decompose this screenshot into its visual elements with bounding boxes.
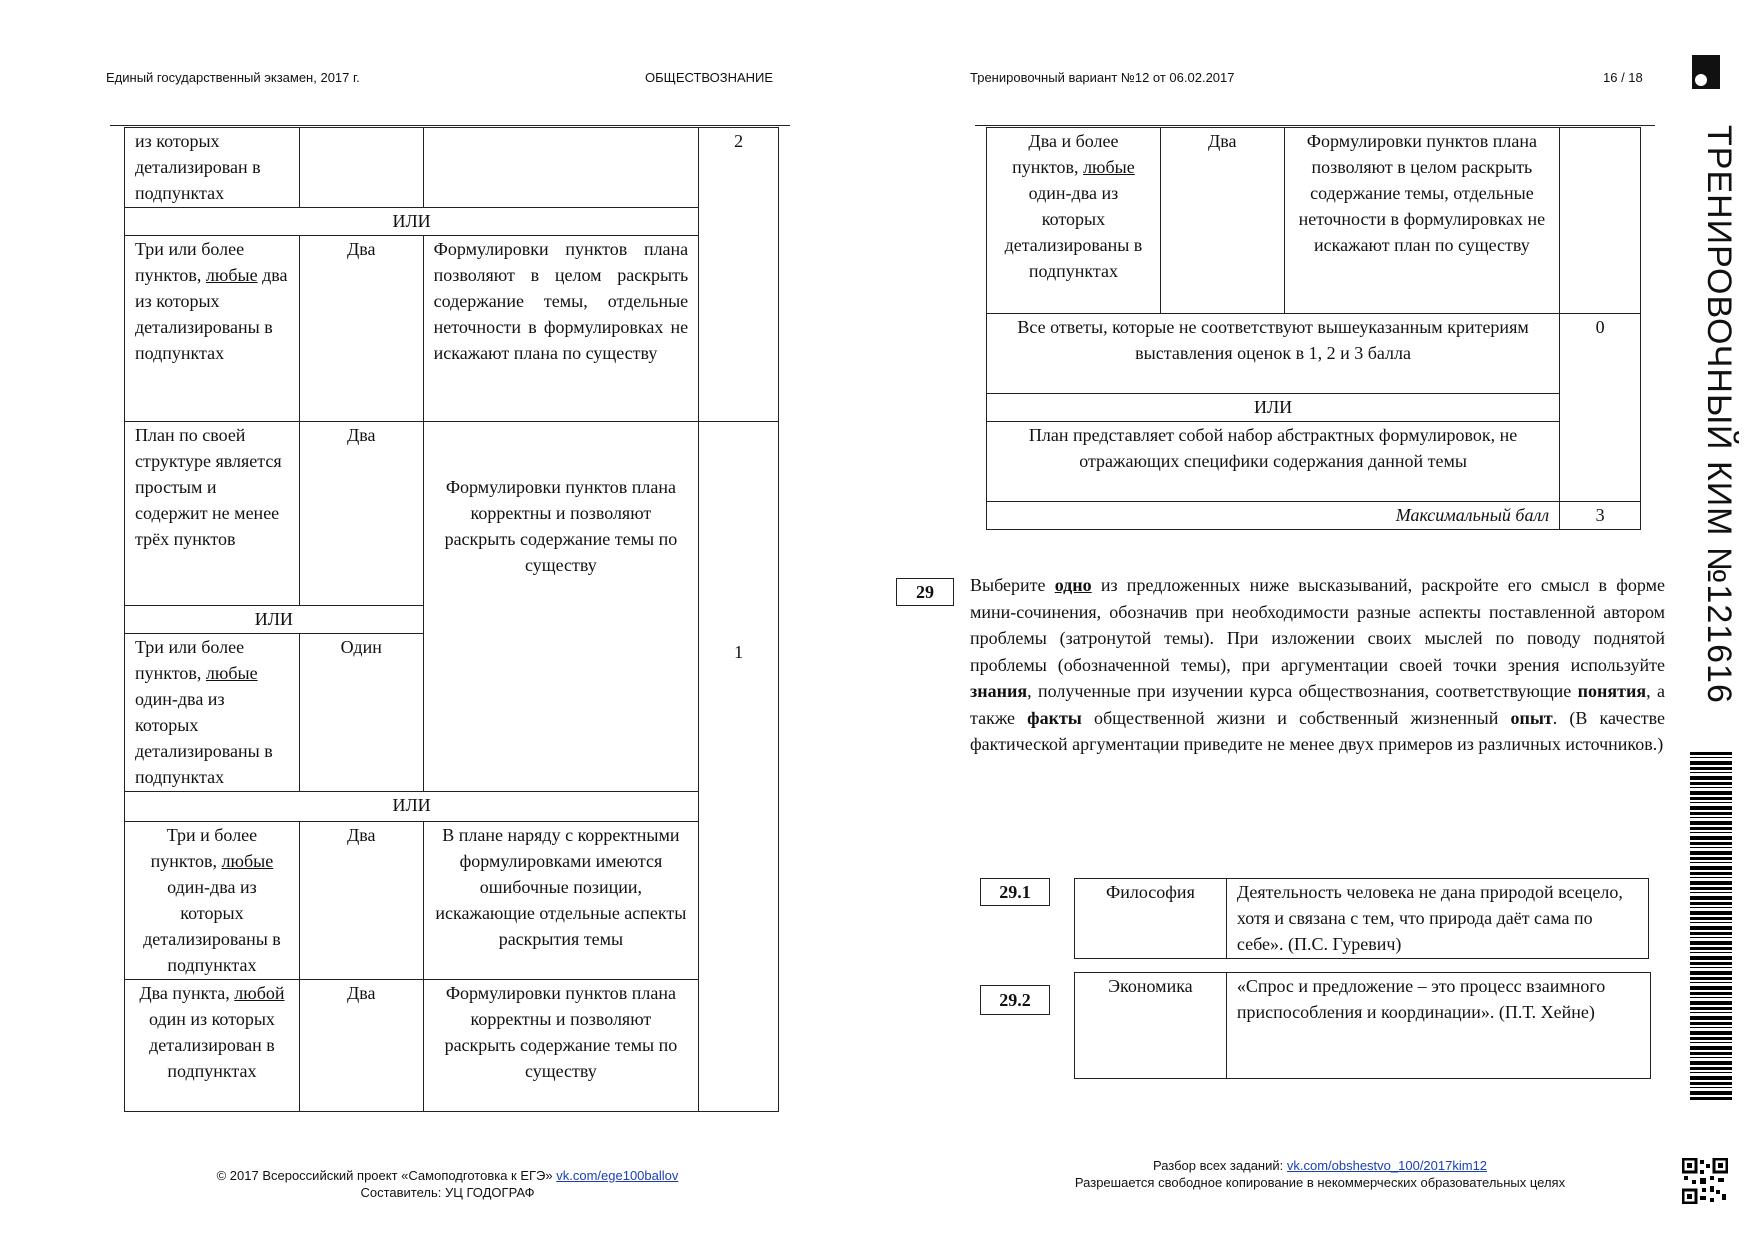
wording-cell: Формулировки пунктов плана корректны и позволяют раскрыть содержание темы по существу xyxy=(423,980,699,1112)
score-cell: 0 xyxy=(1560,314,1641,502)
plan-structure-cell: Три или более пунктов, любые один-два из которых детализированы в подпунктах xyxy=(125,634,300,792)
max-score-value: 3 xyxy=(1560,502,1641,530)
wording-cell: В плане наряду с корректными формулировками имеются ошибочные позиции, искажающие отдельные аспекты раскрытия темы xyxy=(423,822,699,980)
table-row xyxy=(125,980,779,1112)
option-table xyxy=(1074,972,1651,1079)
option-quote: Деятельность человека не дана природой всецело, хотя и связана с тем, что природа даёт сама по себе». (П.С. Гуревич) xyxy=(1226,879,1648,959)
option-quote: «Спрос и предложение – это процесс взаимного приспособления и координации». (П.Т. Хейне) xyxy=(1226,973,1650,1079)
points-count-cell: Два xyxy=(299,980,423,1112)
points-count-cell: Два xyxy=(299,236,423,422)
max-score-label: Максимальный балл xyxy=(987,502,1560,530)
option-field: Философия xyxy=(1075,879,1227,959)
plan-structure-cell: из которых детализирован в подпунктах xyxy=(125,128,300,208)
criteria-cell: План представляет собой набор абстрактных формулировок, не отражающих специфики содержания данной темы xyxy=(987,422,1560,502)
qr-code-icon xyxy=(1682,1158,1728,1204)
footer-link[interactable]: vk.com/obshestvo_100/2017kim12 xyxy=(1286,1158,1488,1173)
plan-structure-cell: План по своей структуре является простым и содержит не менее трёх пунктов xyxy=(125,422,300,606)
criteria-table-left xyxy=(124,127,779,1112)
task-number: 29 xyxy=(896,578,954,606)
header-subject: ОБЩЕСТВОЗНАНИЕ xyxy=(645,70,774,85)
table-row xyxy=(987,128,1641,314)
plan-structure-cell: Три или более пунктов, любые два из которых детализированы в подпунктах xyxy=(125,236,300,422)
table-row xyxy=(987,422,1641,502)
or-divider: ИЛИ xyxy=(125,208,699,236)
table-row xyxy=(987,314,1641,394)
footer-left: © 2017 Всероссийский проект «Самоподготовка к ЕГЭ» vk.com/ege100ballov Составитель: УЦ ГОДОГРАФ xyxy=(216,1168,679,1200)
points-count-cell: Два xyxy=(299,422,423,606)
side-title: ТРЕНИРОВОЧНЫЙ КИМ №121616 xyxy=(1700,125,1738,704)
table-row xyxy=(125,422,779,606)
footer-right: Разбор всех заданий: vk.com/obshestvo_100/2017kim12 Разрешается свободное копирование в некоммерческих образовательных целях xyxy=(1074,1158,1566,1190)
table-row xyxy=(987,394,1641,422)
points-count-cell: Два xyxy=(299,822,423,980)
table-row xyxy=(125,128,779,208)
plan-structure-cell: Два пункта, любой один из которых детализирован в подпунктах xyxy=(125,980,300,1112)
table-row xyxy=(125,822,779,980)
footer-link[interactable]: vk.com/ege100ballov xyxy=(556,1168,679,1183)
criteria-cell: Все ответы, которые не соответствуют вышеуказанным критериям выставления оценок в 1, 2 и 3 балла xyxy=(987,314,1560,394)
header-rule-right xyxy=(975,125,1655,126)
table-row xyxy=(1075,973,1651,1079)
header-rule-left xyxy=(110,125,790,126)
wording-cell: Формулировки пунктов плана корректны и позволяют раскрыть содержание темы по существу xyxy=(423,422,699,792)
points-count-cell: Два xyxy=(1160,128,1284,314)
score-cell: 2 xyxy=(699,128,779,422)
option-number: 29.1 xyxy=(980,878,1050,906)
logo-icon xyxy=(1692,55,1720,89)
header-exam-title: Единый государственный экзамен, 2017 г. xyxy=(106,70,360,85)
or-divider: ИЛИ xyxy=(125,792,699,822)
table-row xyxy=(125,208,779,236)
table-row xyxy=(987,502,1641,530)
table-row xyxy=(125,236,779,422)
option-number: 29.2 xyxy=(980,985,1050,1015)
points-count-cell: Один xyxy=(299,634,423,792)
option-field: Экономика xyxy=(1075,973,1227,1079)
table-row xyxy=(1075,879,1649,959)
wording-cell: Формулировки пунктов плана позволяют в целом раскрыть содержание темы, отдельные неточности в формулировках не искажают плана по существу xyxy=(423,236,699,422)
criteria-table-right xyxy=(986,127,1641,530)
header-variant: Тренировочный вариант №12 от 06.02.2017 xyxy=(970,70,1235,85)
task-instructions: Выберите одно из предложенных ниже высказываний, раскройте его смысл в форме мини-сочинения, обозначив при необходимости разные аспекты поставленной автором проблемы (затронутой темы). При изложении своих мыслей по поводу поднятой проблемы (обозначенной темы), при аргументации своей точки зрения используйте знания, полученные при изучении курса обществознания, соответствующие понятия, а также факты общественной жизни и собственный жизненный опыт. (В качестве фактической аргументации приведите не менее двух примеров из различных источников.) xyxy=(970,575,1666,754)
plan-structure-cell: Два и более пунктов, любые один-два из которых детализированы в подпунктах xyxy=(987,128,1161,314)
plan-structure-cell: Три и более пунктов, любые один-два из которых детализированы в подпунктах xyxy=(125,822,300,980)
barcode-icon xyxy=(1690,752,1732,1102)
or-divider: ИЛИ xyxy=(987,394,1560,422)
score-cell: 1 xyxy=(699,422,779,1112)
wording-cell: Формулировки пунктов плана позволяют в целом раскрыть содержание темы, отдельные неточности в формулировках не искажают план по существу xyxy=(1284,128,1560,314)
table-row xyxy=(125,792,779,822)
header-page-number: 16 / 18 xyxy=(1603,70,1643,85)
option-table xyxy=(1074,878,1649,959)
or-divider: ИЛИ xyxy=(125,606,424,634)
